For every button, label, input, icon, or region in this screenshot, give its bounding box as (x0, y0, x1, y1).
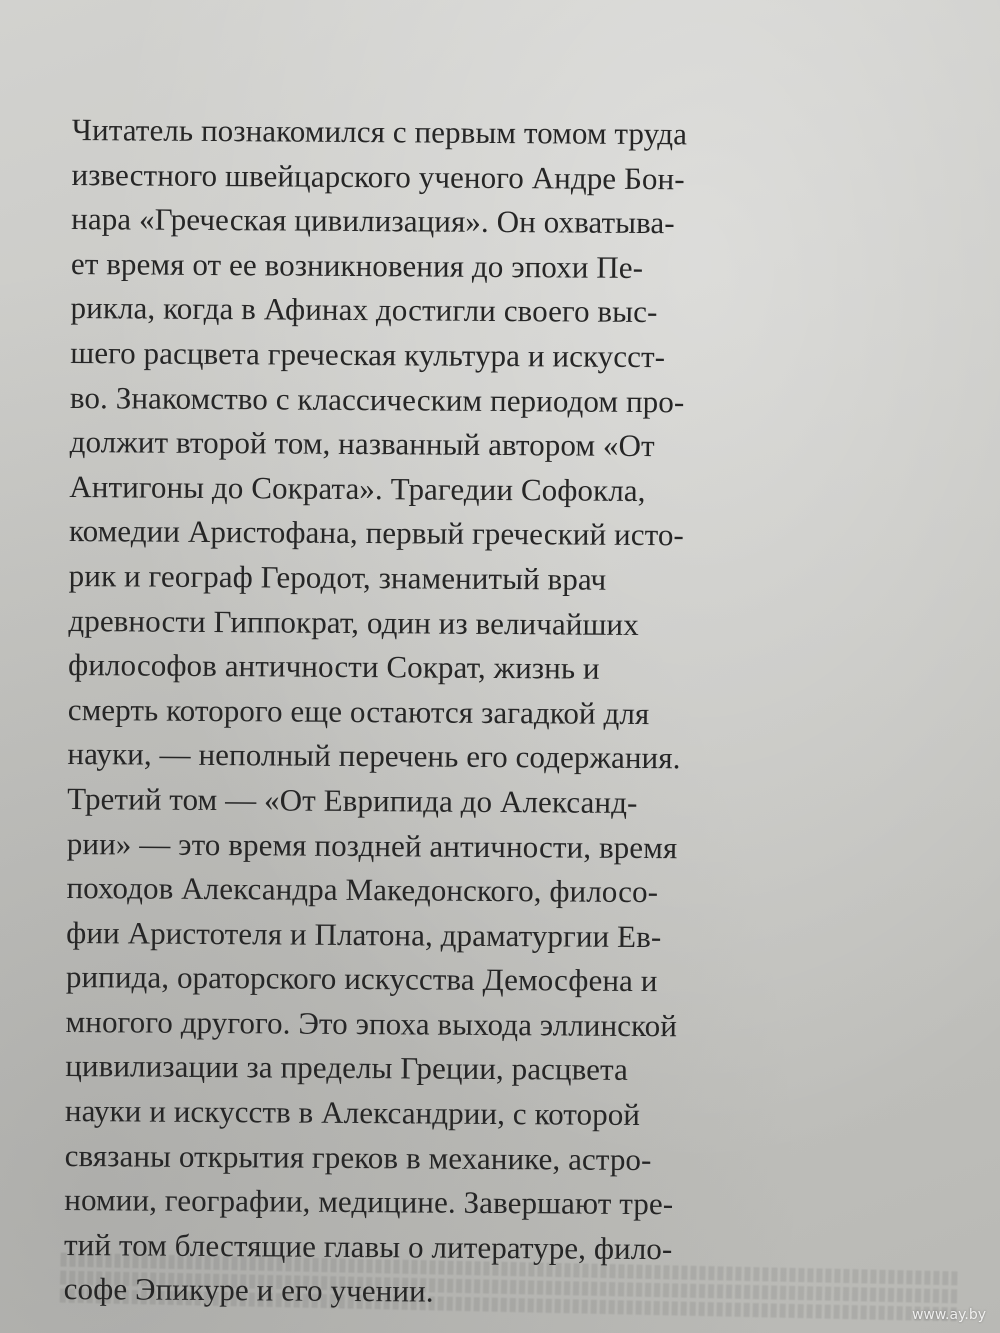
text-line: походов Александра Македонского, филосо- (66, 870, 659, 910)
text-line: науки, — неполный перечень его содержания. (67, 736, 681, 776)
text-line: Читатель познакомился с первым томом труда (71, 111, 688, 152)
text-line: Третий том — «От Еврипида до Александ- (67, 780, 638, 820)
text-line: связаны открытия греков в механике, астро- (64, 1137, 652, 1177)
text-line: рикла, когда в Афинах достигли своего выс- (70, 290, 658, 330)
text-line: рии» — это время поздней античности, время (66, 825, 678, 865)
text-line: шего расцвета греческая культура и искусст- (70, 334, 666, 375)
text-line: Антигоны до Сократа». Трагедии Софокла, (69, 468, 646, 508)
text-line: комедии Аристофана, первый греческий исто- (68, 513, 685, 553)
text-line: ет время от ее возникновения до эпохи Пе- (70, 245, 644, 285)
watermark: www.ay.by (911, 1307, 986, 1323)
text-line: многого другого. Это эпоха выхода эллинской (65, 1003, 678, 1044)
text-line: во. Знакомство с классическим периодом про- (69, 379, 685, 419)
text-line: смерть которого еще остаются загадкой для (67, 691, 650, 731)
paragraph (64, 108, 932, 1318)
text-line: тий том блестящие главы о литературе, фило- (63, 1226, 673, 1267)
text-line: софе Эпикуре и его учении. (63, 1271, 434, 1309)
text-line: философов античности Сократ, жизнь и (67, 647, 600, 686)
text-line: науки и искусств в Александрии, с которой (64, 1093, 641, 1133)
text-line: нара «Греческая цивилизация». Он охватыва- (71, 201, 675, 241)
text-line: должит второй том, названный автором «От (69, 424, 655, 464)
text-line: известного швейцарского ученого Андре Бон- (71, 156, 685, 196)
text-line: рипида, ораторского искусства Демосфена и (65, 959, 658, 999)
text-line: древности Гиппократ, один из величайших (68, 602, 639, 642)
text-line: рик и географ Геродот, знаменитый врач (68, 557, 607, 597)
text-line: номии, географии, медицине. Завершают тре- (64, 1182, 674, 1222)
text-line: фии Аристотеля и Платона, драматургии Ев- (66, 914, 662, 954)
text-line: цивилизации за пределы Греции, расцвета (65, 1048, 629, 1088)
